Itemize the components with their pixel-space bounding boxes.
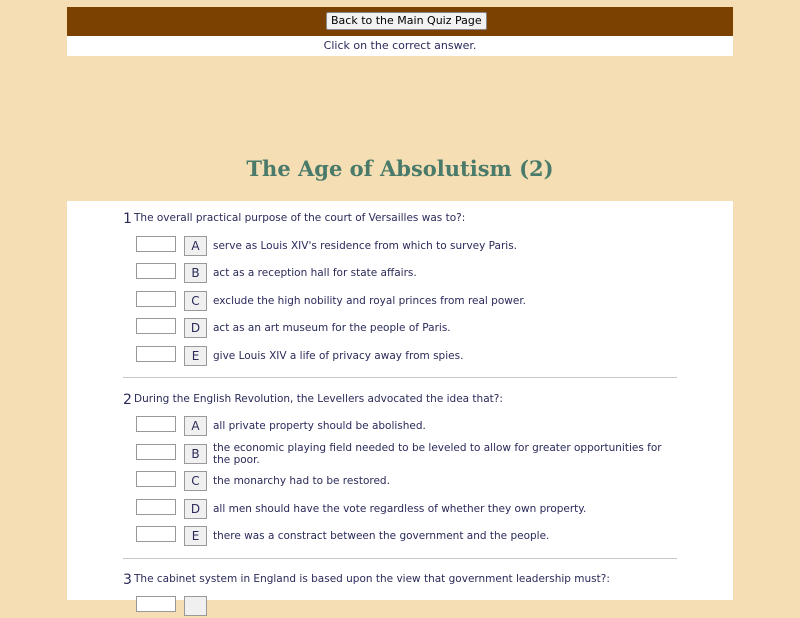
option-text: the economic playing field needed to be leveled to allow for greater opportunities for the poor.: [213, 442, 662, 466]
option-text: all men should have the vote regardless of whether they own property.: [213, 503, 587, 515]
question-header: [123, 206, 677, 226]
option-d-button[interactable]: D: [184, 318, 207, 338]
answer-box: [136, 346, 176, 362]
answer-box: [136, 471, 176, 487]
answer-box: [136, 263, 176, 279]
question-number: 3: [123, 572, 132, 588]
option-c-button[interactable]: C: [184, 471, 207, 491]
question-number: 1: [123, 211, 132, 227]
answer-box: [136, 318, 176, 334]
option-row-e: [123, 346, 677, 368]
question-text: The overall practical purpose of the court of Versailles was to?:: [134, 212, 466, 224]
option-text: there was a constract between the government and the people.: [213, 530, 550, 542]
answer-box: [136, 291, 176, 307]
instruction-text: Click on the correct answer.: [67, 36, 733, 56]
option-a-button[interactable]: [184, 596, 207, 616]
answer-box: [136, 444, 176, 460]
option-row-c: [123, 471, 677, 493]
option-b-button[interactable]: B: [184, 444, 207, 464]
option-row-d: [123, 318, 677, 340]
option-row-a: [123, 236, 677, 258]
option-text: serve as Louis XIV's residence from which to survey Paris.: [213, 240, 518, 252]
question-text: The cabinet system in England is based upon the view that government leadership must?:: [134, 573, 610, 585]
answer-box: [136, 416, 176, 432]
option-text: act as an art museum for the people of Paris.: [213, 322, 451, 334]
option-row-partial: [123, 596, 677, 618]
divider: [123, 377, 677, 378]
option-text: act as a reception hall for state affairs.: [213, 267, 417, 279]
top-bar: [67, 7, 733, 36]
divider: [123, 558, 677, 559]
option-b-button[interactable]: B: [184, 263, 207, 283]
quiz-panel: [67, 201, 733, 600]
option-a-button[interactable]: A: [184, 416, 207, 436]
answer-box: [136, 596, 176, 612]
option-text: give Louis XIV a life of privacy away from spies.: [213, 350, 464, 362]
question-header: [123, 387, 677, 407]
option-row-b: [123, 444, 677, 466]
option-e-button[interactable]: E: [184, 526, 207, 546]
option-d-button[interactable]: D: [184, 499, 207, 519]
option-row-c: [123, 291, 677, 313]
page-title: The Age of Absolutism (2): [246, 156, 554, 181]
option-row-d: [123, 499, 677, 521]
option-row-b: [123, 263, 677, 285]
answer-box: [136, 499, 176, 515]
question-number: 2: [123, 392, 132, 408]
option-text: the monarchy had to be restored.: [213, 475, 390, 487]
question-header: [123, 567, 677, 587]
answer-box: [136, 526, 176, 542]
question-text: During the English Revolution, the Levellers advocated the idea that?:: [134, 393, 503, 405]
option-text: exclude the high nobility and royal princes from real power.: [213, 295, 527, 307]
option-text: all private property should be abolished.: [213, 420, 426, 432]
back-to-main-quiz-button[interactable]: Back to the Main Quiz Page: [326, 12, 487, 30]
option-c-button[interactable]: C: [184, 291, 207, 311]
option-row-a: [123, 416, 677, 438]
option-a-button[interactable]: A: [184, 236, 207, 256]
answer-box: [136, 236, 176, 252]
option-row-e: [123, 526, 677, 548]
option-e-button[interactable]: E: [184, 346, 207, 366]
